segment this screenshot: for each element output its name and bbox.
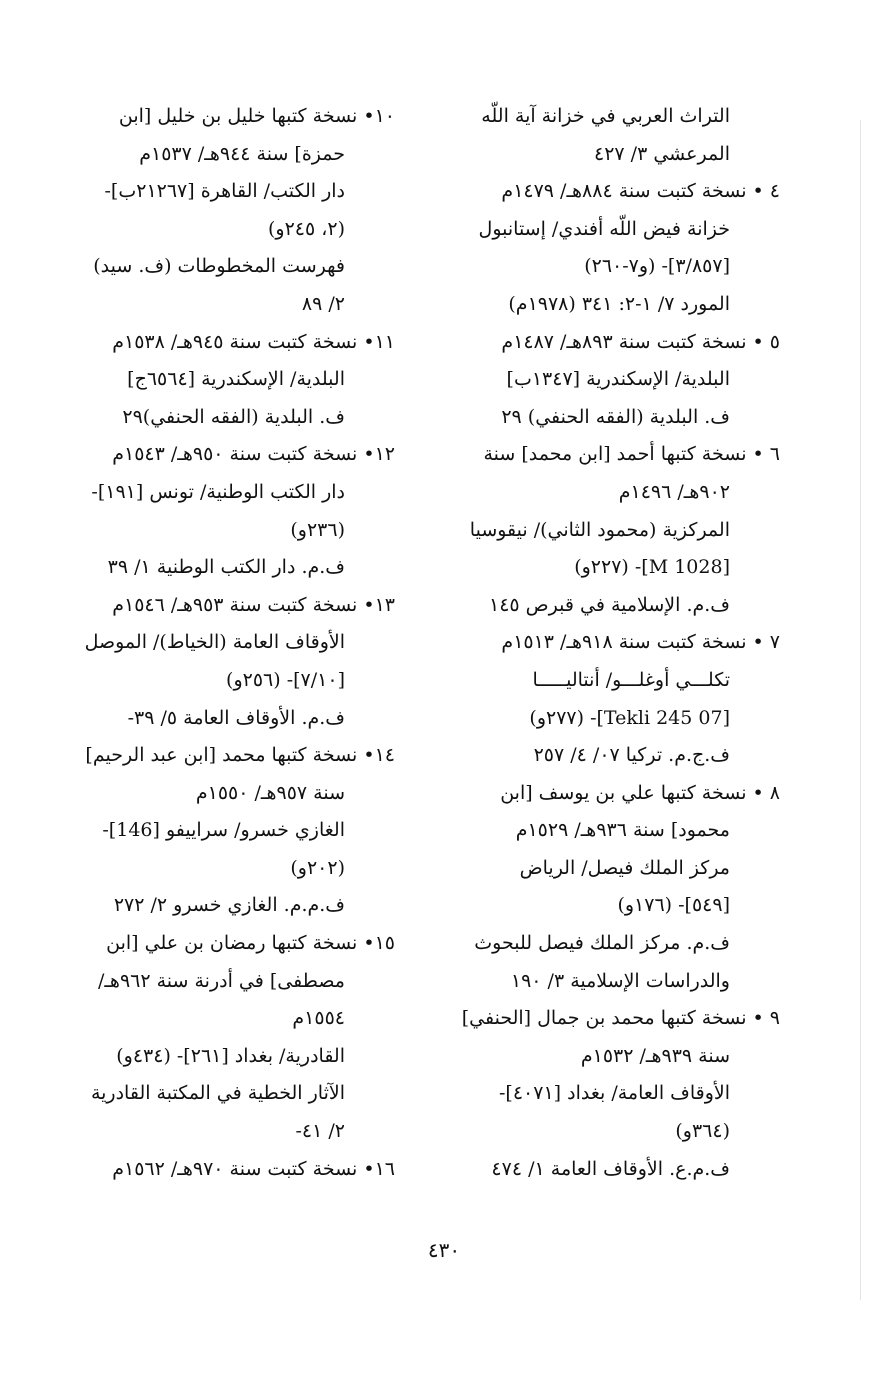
entry-first-line: ١٠• نسخة كتبها خليل بن خليل [ابن (118, 105, 395, 127)
entry-line: ف.م.ع. الأوقاف العامة ١/ ٤٧٤ (491, 1157, 730, 1180)
page-number: ٤٣٠ (427, 1238, 461, 1262)
entry-line: القادرية/ بغداد [٢٦١]- (٤٣٤و) (116, 1044, 345, 1067)
left-column (50, 98, 395, 1188)
entry-line: (٢٠٢و) (290, 856, 345, 879)
entry-line: [٧/١٠]- (٢٥٦و) (226, 668, 345, 691)
entry-line: المركزية (محمود الثاني)/ نيقوسيا (469, 518, 730, 541)
entry-line: ٢/ ٨٩ (301, 292, 345, 315)
entry-line: المورد ٧/ ١-٢: ٣٤١ (١٩٧٨م) (508, 292, 730, 315)
entry-line: البلدية/ الإسكندرية [٦٥٦٤ج] (127, 368, 345, 391)
entry-first-line: ١٥• نسخة كتبها رمضان بن علي [ابن (106, 932, 395, 955)
scan-edge-line (860, 120, 861, 1300)
entry-line: التراث العربي في خزانة آية اللّه (481, 105, 730, 127)
entry-line: خزانة فيض اللّه أفندي/ إستانبول (478, 217, 730, 240)
entry-line: ف. البلدية (الفقه الحنفي) ٢٩ (501, 405, 730, 428)
entry-first-line: ١٤• نسخة كتبها محمد [ابن عبد الرحيم] (85, 744, 395, 767)
entry-line: الآثار الخطية في المكتبة القادرية (90, 1082, 345, 1105)
entry-line: دار الكتب الوطنية/ تونس [١٩١]- (91, 480, 345, 503)
entry-first-line: ٧ • نسخة كتبت سنة ٩١٨هـ/ ١٥١٣م (501, 631, 780, 654)
entry-line: ف. البلدية (الفقه الحنفي)٢٩ (122, 405, 345, 428)
entry-line: (٢٣٦و) (290, 518, 345, 541)
entry-line: ٩٠٢هـ/ ١٤٩٦م (618, 480, 730, 503)
entry-first-line: ٦ • نسخة كتبها أحمد [ابن محمد] سنة (483, 443, 780, 466)
entry-line: محمود] سنة ٩٣٦هـ/ ١٥٢٩م (515, 819, 730, 842)
entry-line: [M 1028]- (٢٢٧و) (574, 556, 730, 579)
entry-line: المرعشي ٣/ ٤٢٧ (594, 142, 730, 165)
entry-line: ف.م. مركز الملك فيصل للبحوث (474, 932, 730, 955)
entry-line: حمزة] سنة ٩٤٤هـ/ ١٥٣٧م (139, 142, 345, 165)
entry-line: دار الكتب/ القاهرة [٢١٢٦٧ب]- (104, 180, 345, 203)
entry-first-line: ١٣• نسخة كتبت سنة ٩٥٣هـ/ ١٥٤٦م (112, 593, 395, 616)
entry-line: ف.م.م. الغازي خسرو ٢/ ٢٧٢ (113, 894, 345, 917)
entry-first-line: ١١• نسخة كتبت سنة ٩٤٥هـ/ ١٥٣٨م (112, 330, 395, 353)
entry-line: [٣/٨٥٧]- (و٧-٢٦٠) (584, 255, 730, 278)
entry-line: والدراسات الإسلامية ٣/ ١٩٠ (510, 969, 730, 992)
entry-line: (٣٦٤و) (675, 1120, 730, 1143)
entry-line: مصطفى] في أدرنة سنة ٩٦٢هـ/ (97, 969, 345, 992)
entry-line: ١٥٥٤م (292, 1007, 345, 1030)
entry-first-line: ٥ • نسخة كتبت سنة ٨٩٣هـ/ ١٤٨٧م (501, 330, 780, 353)
entry-line: سنة ٩٣٩هـ/ ١٥٣٢م (580, 1044, 730, 1067)
entry-line: البلدية/ الإسكندرية [١٣٤٧ب] (506, 368, 730, 391)
entry-line: تكلـــي أوغلـــو/ أنتاليـــــا (532, 668, 730, 691)
entry-line: ف.ج.م. تركيا ٠٧/ ٤/ ٢٥٧ (533, 744, 730, 767)
entry-line: الأوقاف العامة (الخياط)/ الموصل (84, 631, 345, 654)
entry-first-line: ٨ • نسخة كتبها علي بن يوسف [ابن (500, 781, 780, 804)
entry-first-line: ١٦• نسخة كتبت سنة ٩٧٠هـ/ ١٥٦٢م (112, 1157, 395, 1180)
entry-first-line: ١٢• نسخة كتبت سنة ٩٥٠هـ/ ١٥٤٣م (112, 443, 395, 466)
entry-line: ف.م. الأوقاف العامة ٥/ ٣٩- (127, 706, 345, 729)
entry-line: ٢/ ٤١- (295, 1120, 345, 1143)
entry-line: الأوقاف العامة/ بغداد [٤٠٧١]- (498, 1082, 730, 1105)
entry-line: (٢، ٢٤٥و) (267, 217, 345, 240)
entry-line: ف.م. دار الكتب الوطنية ١/ ٣٩ (107, 556, 345, 579)
entry-line: [07 Tekli 245]- (٢٧٧و) (529, 706, 730, 729)
entry-line: فهرست المخطوطات (ف. سيد) (93, 255, 345, 278)
entry-line: مركز الملك فيصل/ الرياض (519, 856, 730, 879)
entry-line: الغازي خسرو/ سراييفو [146]- (102, 819, 345, 842)
entry-line: ف.م. الإسلامية في قبرص ١٤٥ (489, 593, 730, 616)
entry-first-line: ٤ • نسخة كتبت سنة ٨٨٤هـ/ ١٤٧٩م (501, 180, 780, 203)
entry-line: [٥٤٩]- (١٧٦و) (617, 894, 730, 917)
entry-line: سنة ٩٥٧هـ/ ١٥٥٠م (195, 781, 345, 804)
right-column (435, 98, 780, 1188)
entry-first-line: ٩ • نسخة كتبها محمد بن جمال [الحنفي] (461, 1007, 780, 1030)
